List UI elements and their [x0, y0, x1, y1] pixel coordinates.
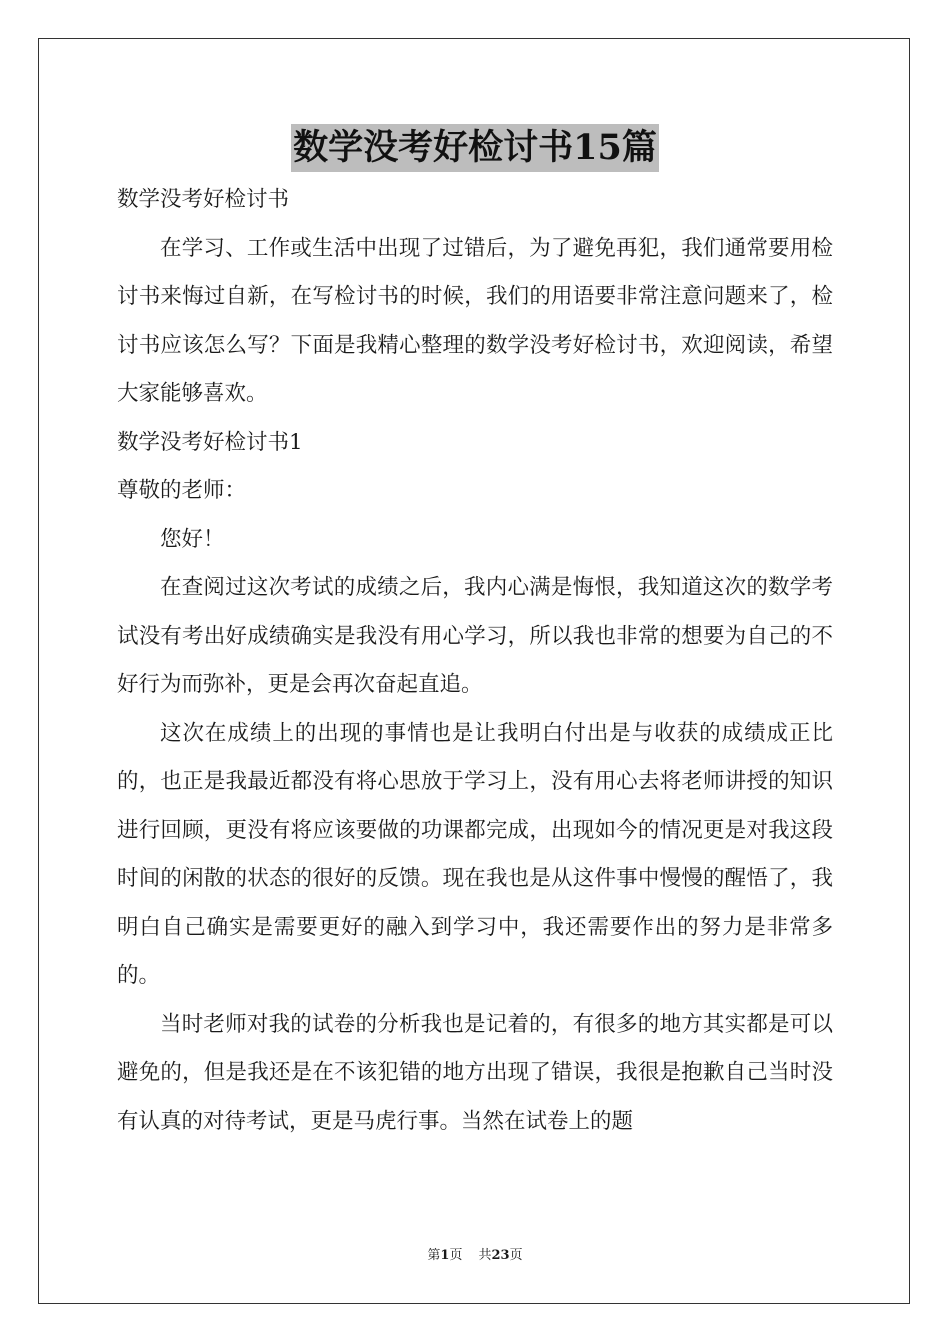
document-body	[117, 176, 833, 1146]
page-total: 23	[491, 1248, 510, 1263]
page-suffix: 页	[449, 1248, 463, 1263]
total-prefix: 共	[478, 1248, 492, 1263]
page-prefix: 第	[427, 1248, 441, 1263]
paragraph: 当时老师对我的试卷的分析我也是记着的，有很多的地方其实都是可以避免的，但是我还是在不该犯错的地方出现了错误，我很是抱歉自己当时没有认真的对待考试，更是马虎行事。当然在试卷上的题	[117, 1011, 833, 1134]
page-current: 1	[440, 1248, 450, 1263]
page-footer	[0, 1246, 950, 1266]
title-container	[0, 124, 950, 172]
total-suffix: 页	[509, 1248, 523, 1263]
salutation: 尊敬的老师：	[117, 478, 247, 503]
greeting: 您好！	[160, 526, 225, 552]
paragraph: 数学没考好检讨书	[117, 187, 290, 212]
paragraph: 在查阅过这次考试的成绩之后，我内心满是悔恨，我知道这次的数学考试没有考出好成绩确实是我没有用心学习，所以我也非常的想要为自己的不好行为而弥补，更是会再次奋起直追。	[117, 575, 833, 697]
section-heading: 数学没考好检讨书1	[117, 429, 303, 455]
paragraph: 在学习、工作或生活中出现了过错后，为了避免再犯，我们通常要用检讨书来悔过自新，在写检讨书的时候，我们的用语要非常注意问题来了，检讨书应该怎么写？下面是我精心整理的数学没考好检讨书，欢迎阅读，希望大家能够喜欢。	[117, 235, 833, 406]
document-title: 数学没考好检讨书15篇	[291, 124, 659, 172]
paragraph: 这次在成绩上的出现的事情也是让我明白付出是与收获的成绩成正比的，也正是我最近都没有将心思放于学习上，没有用心去将老师讲授的知识进行回顾，更没有将应该要做的功课都完成，出现如今的情况更是对我这段时间的闲散的状态的很好的反馈。现在我也是从这件事中慢慢的醒悟了，我明白自己确实是需要更好的融入到学习中，我还需要作出的努力是非常多的。	[117, 720, 833, 988]
